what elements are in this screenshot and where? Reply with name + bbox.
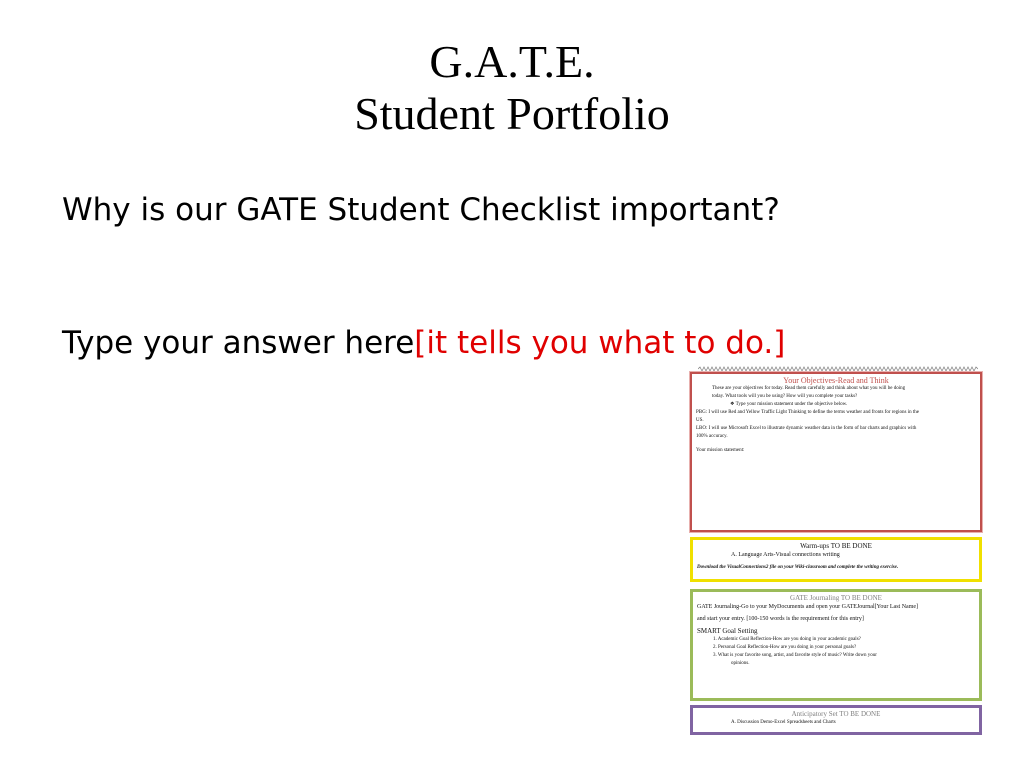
anticipatory-item: A. Discussion Demo-Excel Spreadsheets and Charts xyxy=(731,720,836,725)
objectives-line: today. What tools will you be using? How will you complete your tasks? xyxy=(712,394,858,399)
warmups-box xyxy=(690,537,982,582)
slide-title xyxy=(0,36,1024,140)
title-line-2: Student Portfolio xyxy=(354,88,670,139)
journaling-line: 1. Academic Goal Reflection-How are you doing in your academic goals? xyxy=(713,637,861,642)
question-text: Why is our GATE Student Checklist important? xyxy=(62,192,780,228)
journaling-line: GATE Journaling-Go to your MyDocuments and open your GATEJournal[Your Last Name] xyxy=(697,604,919,610)
objectives-line: PBG: I will use Red and Yellow Traffic Light Thinking to define the terms weather and fronts for regions in the xyxy=(696,410,919,415)
journaling-line: and start your entry. [100-150 words is the requirement for this entry] xyxy=(697,616,864,622)
objectives-box xyxy=(690,372,982,532)
anticipatory-heading: Anticipatory Set TO BE DONE xyxy=(791,710,881,718)
journaling-line: opinions. xyxy=(731,661,750,666)
checklist-thumbnail xyxy=(690,366,982,738)
objectives-line: These are your objectives for today. Read them carefully and think about what you will be doing xyxy=(712,386,906,391)
journaling-box xyxy=(690,589,982,701)
journaling-line: 3. What is your favorite song, artist, and favorite style of music? Write down your xyxy=(713,653,877,658)
answer-line[interactable] xyxy=(62,325,785,361)
anticipatory-box xyxy=(690,705,982,735)
mission-statement-label: Your mission statement: xyxy=(696,448,745,453)
warmups-note: Download the VisualConnections2 file on your Wiki-classroom and complete the writing exercise. xyxy=(697,565,899,570)
answer-prefix: Type your answer here xyxy=(62,325,415,361)
objectives-heading: Your Objectives-Read and Think xyxy=(783,376,889,385)
objectives-line: 100% accuracy. xyxy=(696,434,728,439)
objectives-line: ❖ Type your mission statement under the objective below. xyxy=(730,402,848,407)
objectives-line: US. xyxy=(696,418,704,423)
objectives-line: LBO: I will use Microsoft Excel to illustrate dynamic weather data in the form of bar charts and graphics with xyxy=(696,426,917,431)
answer-text[interactable]: [it tells you what to do.] xyxy=(414,325,786,361)
warmups-item: A. Language Arts-Visual connections writing xyxy=(731,552,840,558)
warmups-heading: Warm-ups TO BE DONE xyxy=(800,542,872,550)
journaling-line: 2. Personal Goal Reflection-How are you doing in your personal goals? xyxy=(713,645,857,650)
journaling-line: SMART Goal Setting xyxy=(697,627,758,635)
journaling-heading: GATE Journaling TO BE DONE xyxy=(790,594,882,602)
title-line-1: G.A.T.E. xyxy=(429,36,595,87)
